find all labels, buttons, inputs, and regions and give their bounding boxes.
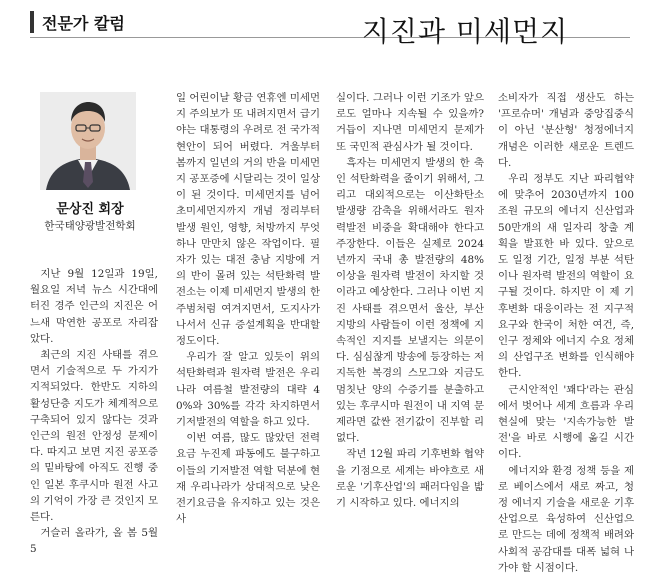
section-label xyxy=(30,10,140,34)
paragraph: 최근의 지진 사태를 겪으면서 기술적으로 두 가지가 지적되었다. 한반도 지하의 활성단층 지도가 체계적으로 구축되어 있지 않다는 것과 인근의 원전 안정성 문제이다. 따지고 보면 지진 공포증의 밑바탕에 아직도 진행 중인 일본 후쿠시마 원전 사고의 기억이 가장 큰 것인지 모른다. xyxy=(30,349,158,524)
paragraph: 일 어린이날 황금 연휴엔 미세먼지 주의보가 또 내려지면서 급기야는 대통령의 우려로 전 국가적 현안이 되어 버렸다. 겨울부터 봄까지 일년의 거의 반을 미세먼지 공포증에 시달리는 것이 일상이 된 것이다. 미세먼지를 넘어 초미세먼지까지 개념 정리부터 발생 원인, 영향, 처방까지 무엇 하나 만만치 않은 작업이다. 필자가 있는 대전 충남 지방에 거의 반이 몰려 있는 석탄화력 발전소는 이제 미세먼지 발생의 한 주범처럼 여겨지면서, 도지사가 나서서 신규 증설계획을 반대할 정도이다. xyxy=(176,92,320,348)
paragraph: 이번 여름, 많도 많았던 전력 요금 누진제 파동에도 불구하고 이들의 기저발전 역할 덕분에 현재 우리나라가 상대적으로 낮은 전기요금을 유지하고 있는 것은 사 xyxy=(176,432,320,526)
paragraph: 에너지와 환경 정책 등을 제로 베이스에서 새로 짜고, 청정 에너지 기술을 새로운 기후산업으로 육성하여 신산업으로 만드는 데에 정책적 배려와 사회적 공감대를 대폭 넓혀 나가야 할 시점이다. xyxy=(498,464,634,574)
section-label-text: 전문가 칼럼 xyxy=(42,13,125,33)
article-column-3 xyxy=(336,90,484,510)
author-portrait-svg xyxy=(40,92,136,190)
article-column-1 xyxy=(30,266,158,556)
paragraph: 거슬러 올라가, 올 봄 5월 5 xyxy=(30,527,158,556)
paragraph: 우리가 잘 알고 있듯이 위의 석탄화력과 원자력 발전은 우리나라 여름철 발전량의 대략 40%와 30%를 각각 차지하면서 기저발전의 역할을 하고 있다. xyxy=(176,351,320,429)
paragraph: 작년 12월 파리 기후변화 협약을 기점으로 세계는 바야흐로 새로운 '기후산업'의 패러다임을 밟기 시작하고 있다. 에너지의 xyxy=(336,448,484,510)
paragraph: 근시안적인 '꽤다'라는 관심에서 벗어나 세계 흐름과 우리 현실에 맞는 '지속가능한 발전'을 바로 시행에 옮길 시간이다. xyxy=(498,383,634,461)
article-column-2 xyxy=(176,90,320,526)
article-column-4 xyxy=(498,90,634,574)
paragraph: 흑자는 미세먼지 발생의 한 축인 석탄화력을 줄이기 위해서, 그리고 대외적으로는 이산화탄소 발생량 감축을 위해서라도 원자력발전 비중을 확대해야 한다고 주장한다. 이들은 실제로 2024년까지 국내 총 발전량의 48% 이상을 원자력 발전이 차지할 것이라고 예상한다. 그러나 이번 지진 사태를 겪으면서 울산, 부산 지방의 사람들이 이런 정책에 지속적인 지지를 보낼지는 의문이다. 심심찮게 방송에 등장하는 저 지독한 복경의 스모그와 지금도 멈칫난 양의 수증기를 분출하고 있는 후쿠시마 원전이 내 지역 문제라면 값싼 전기값이 진부할 리 없다. xyxy=(336,156,484,445)
paragraph: 우리 정부도 지난 파리협약에 맞추어 2030년까지 100조원 규모의 에너지 신산업과 50만개의 새 일자리 창출 계획을 발표한 바 있다. 앞으로도 일정 기간, 일정 부분 석탄이나 원자력 발전의 역할이 요구될 것이다. 하지만 이 제 기후변화 대응이라는 전 지구적 요구와 한국이 처한 여건, 즉, 인구 정체와 에너지 수요 정체의 산업구조 변화를 인식해야 한다. xyxy=(498,173,634,380)
section-label-bar xyxy=(30,11,34,33)
paragraph: 소비자가 직접 생산도 하는 '프로슈머' 개념과 중앙집중식이 아닌 '분산형' 청정에너지 개념은 이러한 새로운 트렌드다. xyxy=(498,92,634,169)
paragraph: 지난 9월 12일과 19일, 월요일 저녁 뉴스 시간대에 터진 경주 인근의 지진은 어느새 막연한 공포로 자리잡았다. xyxy=(30,268,158,345)
article-headline: 지진과 미세먼지 xyxy=(361,15,569,48)
author-organization: 한국태양광발전학회 xyxy=(44,220,136,232)
author-portrait-icon xyxy=(40,92,136,190)
author-name: 문상진 회장 xyxy=(56,202,124,217)
paragraph: 실이다. 그러나 이런 기조가 앞으로도 얼마나 지속될 수 있을까? 거듭이 지나면 미세먼지 문제가 또 국민적 관심사가 될 것이다. xyxy=(336,92,484,153)
